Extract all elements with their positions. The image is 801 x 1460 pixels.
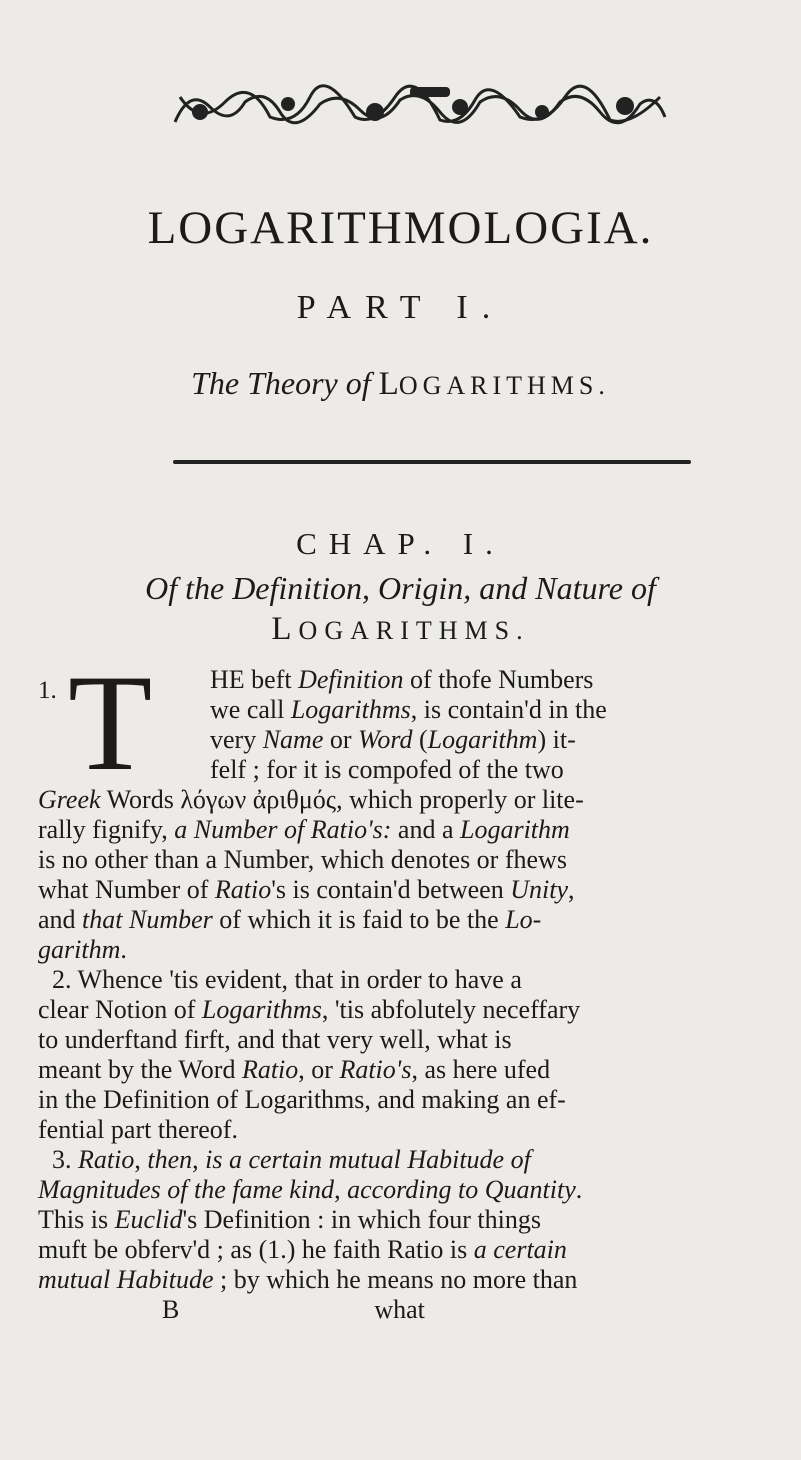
text-run: Ratio [241,1055,299,1084]
text-line [38,817,570,843]
text-run: 3. [52,1145,78,1174]
divider-rule [173,460,691,464]
text-run: and [38,905,83,934]
text-run: 's Definition : in which four things [182,1205,541,1234]
text-line [52,1147,531,1173]
text-run: mutual Habitude [38,1265,214,1294]
text-run: HE beft [210,665,299,694]
text-line [38,1057,550,1083]
text-run: according to Quantity [347,1175,576,1204]
chapter-capital: L [271,611,299,647]
book-title: LOGARITHMOLOGIA. [147,202,654,254]
text-run: is a certain mutual Habitude of [205,1145,531,1174]
text-run: . [575,1175,583,1204]
text-run: Logarithms [290,695,411,724]
text-run: B what [162,1295,425,1324]
text-line [38,1237,567,1263]
text-line [38,1027,512,1053]
text-run: garithm [38,935,121,964]
part-heading: PART I. [296,289,505,326]
text-run: Name [262,725,324,754]
text-run: of thofe Numbers [403,665,594,694]
text-run: muft be obferv'd ; as (1.) he faith Ratio is [38,1235,474,1264]
text-run: ( [412,725,428,754]
chapter-title: Of the Definition, Origin, and Nature of [145,570,656,606]
text-run: Word [358,725,413,754]
text-run: Ratio [78,1145,135,1174]
text-run: Euclid [114,1205,183,1234]
subtitle-capital: L [378,366,399,402]
text-line [38,1267,577,1293]
text-line [38,1207,541,1233]
text-run: is no other than a Number, which denotes or fhews [38,845,567,874]
text-run: , 'tis abfolutely neceffary [321,995,581,1024]
subtitle-italic: The Theory of [191,365,371,401]
text-run: then [147,1145,193,1174]
text-line [52,967,522,993]
text-run: or [323,725,359,754]
chapter-title-caps [0,613,801,646]
text-run: Magnitudes of the fame kind [38,1175,335,1204]
subtitle-small-caps: OGARITHMS. [398,371,610,400]
text-run: meant by the Word [38,1055,242,1084]
text-run: to underftand firft, and that very well, what is [38,1025,512,1054]
chapter-heading: CHAP. I. [296,526,505,561]
text-line [38,937,127,963]
text-run: we call [210,695,291,724]
text-line [38,1177,582,1203]
text-run: Greek [38,785,101,814]
text-line [38,1087,566,1113]
drop-cap: T [68,646,153,799]
text-run: a Number of Ratio's: [174,815,392,844]
text-line [210,757,564,783]
text-line [210,727,576,753]
text-run: felf ; for it is compofed of the two [210,755,564,784]
text-line [38,847,567,873]
text-run: , as here ufed [411,1055,551,1084]
text-run: , [568,875,575,904]
text-line [162,1297,425,1323]
part-subtitle [0,367,801,401]
text-line [38,907,541,933]
text-run: Logarithm [460,815,570,844]
text-run: Ratio's [339,1055,412,1084]
paragraph-number: 1. [38,677,57,704]
text-run: fential part thereof. [38,1115,238,1144]
text-line [38,787,584,813]
chapter-small-caps: OGARITHMS. [298,616,530,645]
text-run: that Number [82,905,213,934]
text-run: 2. Whence 'tis evident, that in order to have a [52,965,522,994]
text-run: Unity [510,875,568,904]
text-run: and a [391,815,460,844]
text-run: 's is contain'd between [271,875,511,904]
text-run: Words λόγων ἀριθμός, which properly or lite- [100,785,584,814]
text-run: clear Notion of [38,995,202,1024]
text-run: Logarithms [201,995,322,1024]
text-run: , is contain'd in the [410,695,607,724]
text-line [38,1117,238,1143]
text-line [210,667,593,693]
text-run: ) it- [537,725,576,754]
text-line [210,697,607,723]
text-run: ; by which he means no more than [213,1265,578,1294]
text-line [38,997,580,1023]
text-run: of which it is faid to be the [212,905,506,934]
text-line [38,877,575,903]
text-run: , or [298,1055,340,1084]
text-run: rally fignify, [38,815,175,844]
ornament-headpiece [170,82,668,132]
text-run: , [334,1175,348,1204]
text-run: , [134,1145,148,1174]
text-run: Definition [298,665,404,694]
text-run: . [120,935,127,964]
text-run: , [192,1145,206,1174]
text-run: very [210,725,263,754]
text-run: a certain [473,1235,567,1264]
text-run: Lo- [505,905,542,934]
text-run: in the Definition of Logarithms, and making an ef- [38,1085,566,1114]
text-run: This is [38,1205,115,1234]
text-run: Logarithm [427,725,538,754]
text-run: what Number of [38,875,215,904]
text-run: Ratio [214,875,272,904]
